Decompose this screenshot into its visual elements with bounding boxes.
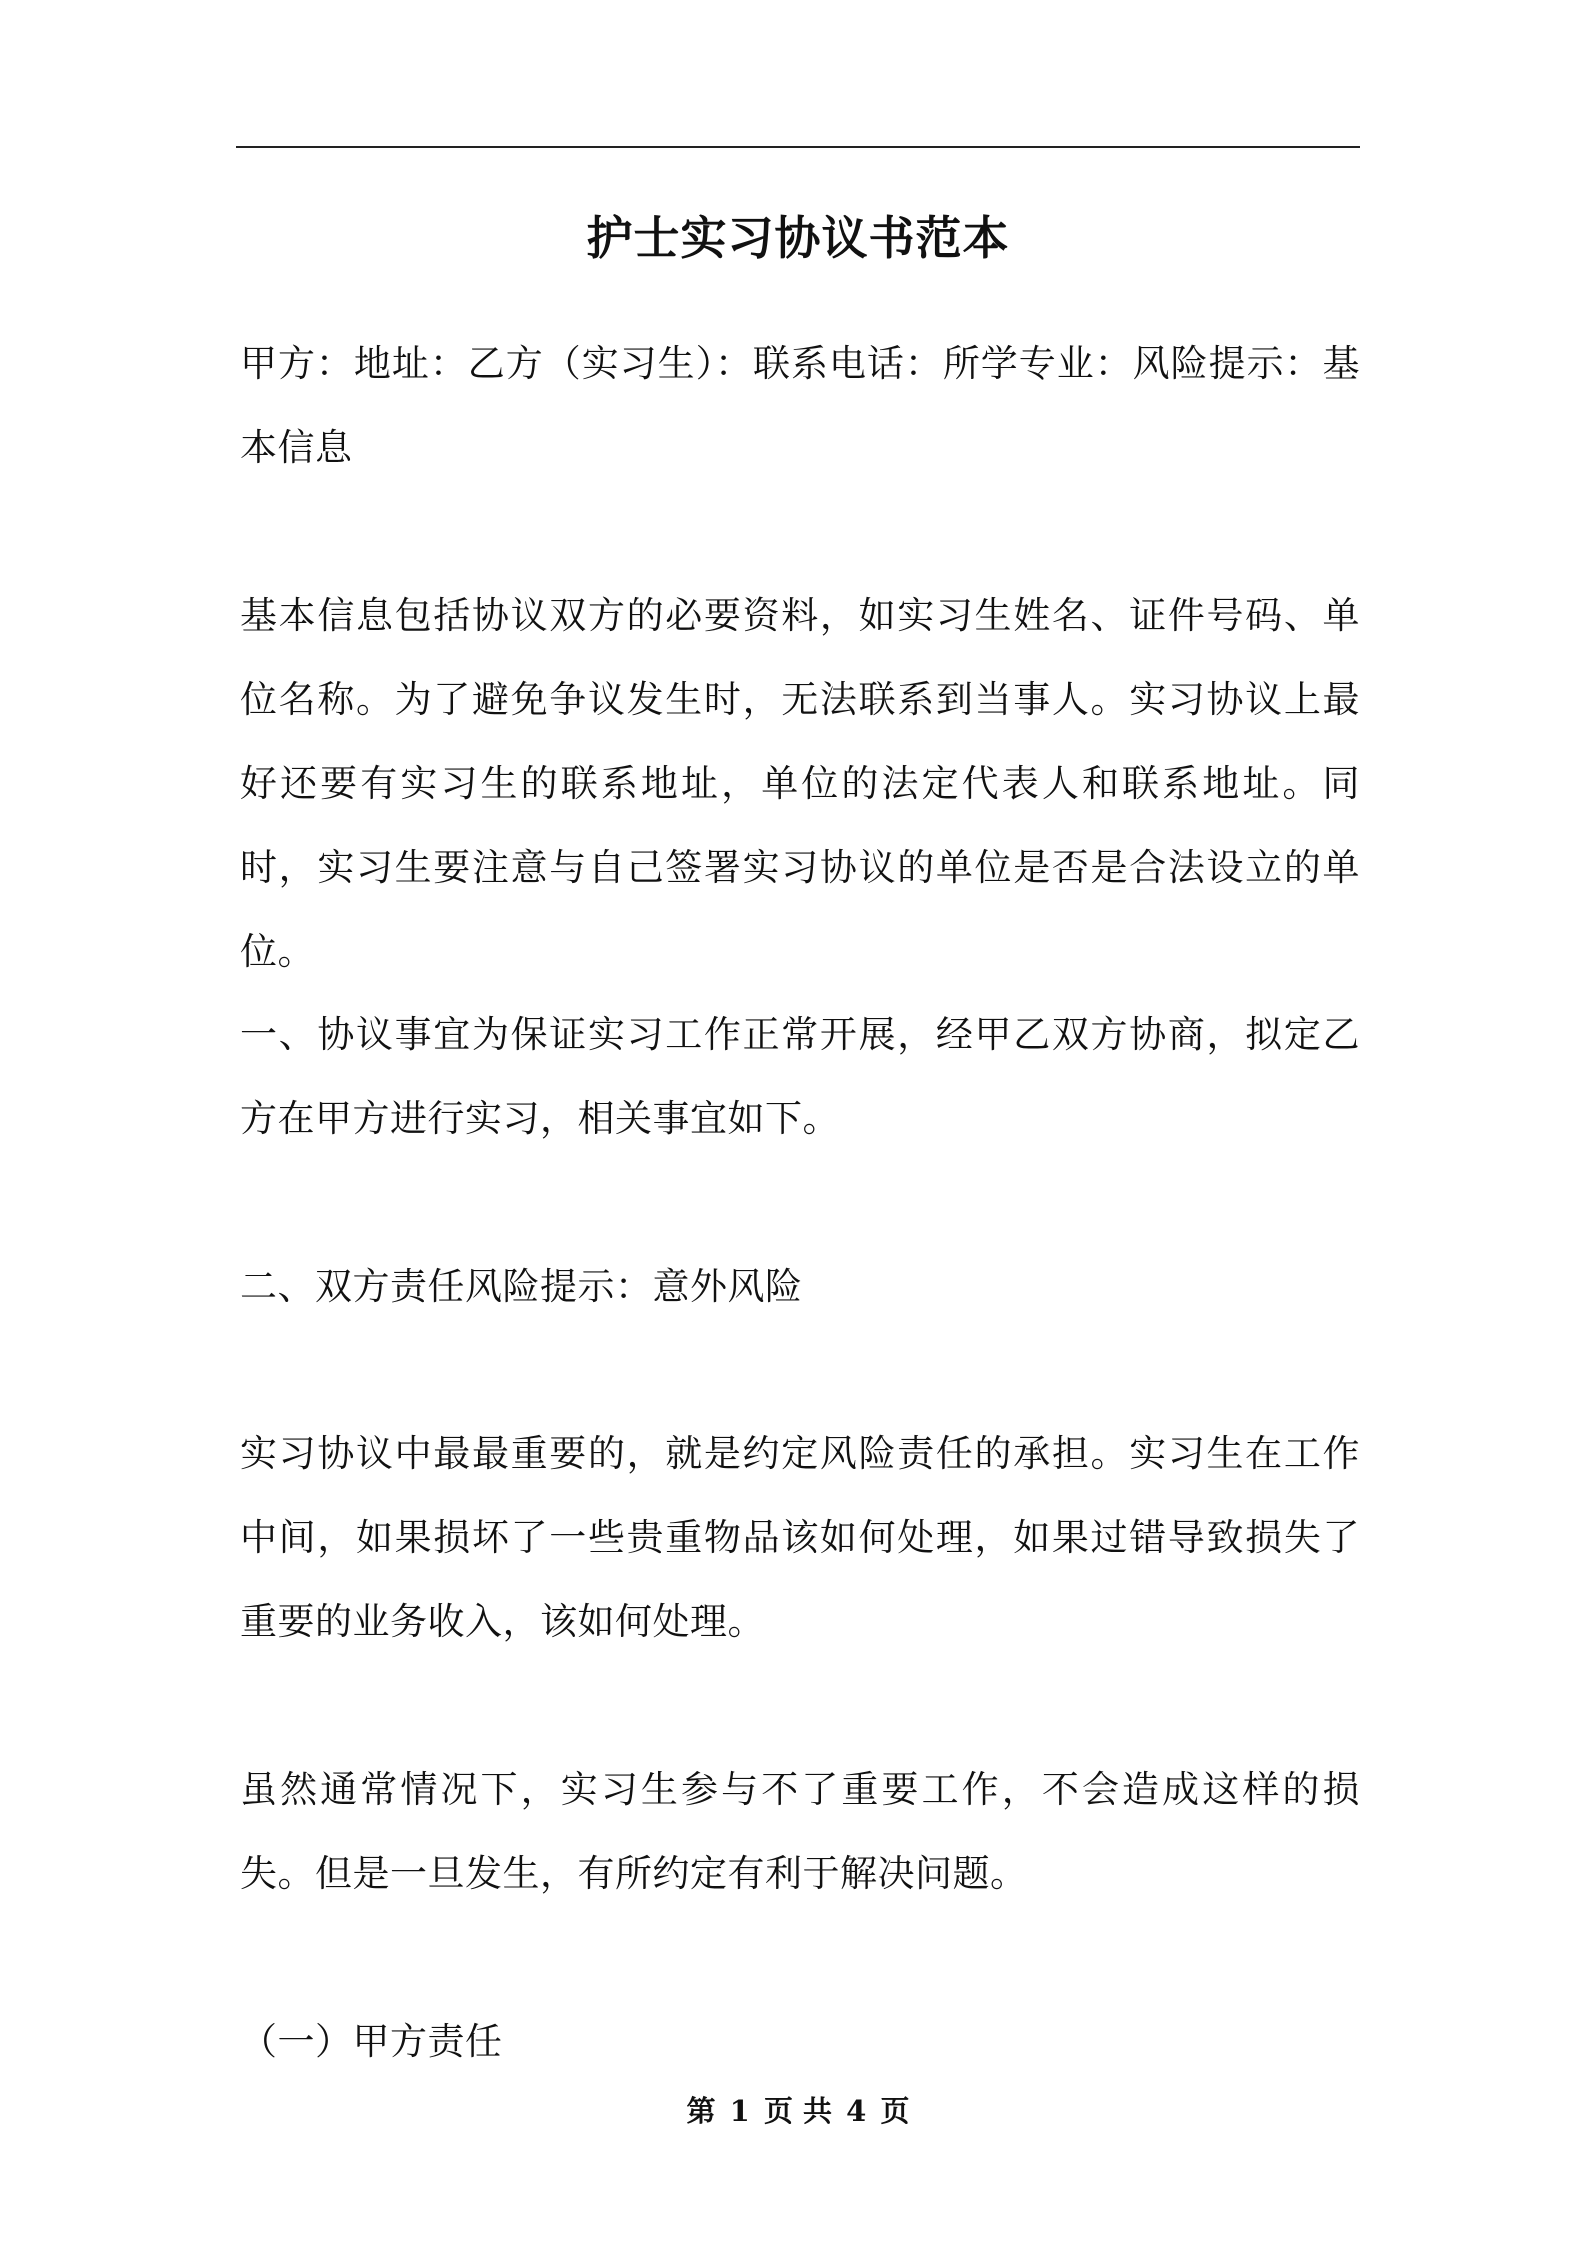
document-title: 护士实习协议书范本 bbox=[586, 211, 1010, 265]
paragraph-party-a-heading: （一）甲方责任 bbox=[240, 2020, 503, 2063]
current-page-number: 1 bbox=[729, 2094, 750, 2128]
paragraph-basic-info: 基本信息包括协议双方的必要资料，如实习生姓名、证件号码、单位名称。为了避免争议发生时，无法联系到当事人。实习协议上最好还要有实习生的联系地址，单位的法定代表人和联系地址。同时，实习生要注意与自己签署实习协议的单位是否是合法设立的单位。 bbox=[240, 594, 1360, 973]
page-label-suffix: 页 bbox=[880, 2094, 910, 2128]
page-footer bbox=[236, 2086, 1360, 2136]
paragraph-risk-responsibility: 实习协议中最最重要的，就是约定风险责任的承担。实习生在工作中间，如果损坏了一些贵重物品该如何处理，如果过错导致损失了重要的业务收入，该如何处理。 bbox=[240, 1432, 1360, 1643]
paragraph-agreement-matters: 一、协议事宜为保证实习工作正常开展，经甲乙双方协商，拟定乙方在甲方进行实习，相关事宜如下。 bbox=[240, 1013, 1360, 1140]
paragraph-parties: 甲方：地址：乙方（实习生）：联系电话：所学专业：风险提示：基本信息 bbox=[240, 342, 1360, 469]
paragraph-responsibility-heading: 二、双方责任风险提示：意外风险 bbox=[240, 1265, 803, 1308]
page-label-prefix: 第 bbox=[686, 2094, 716, 2128]
header-rule bbox=[236, 146, 1360, 148]
paragraph-loss-note: 虽然通常情况下，实习生参与不了重要工作，不会造成这样的损失。但是一旦发生，有所约定有利于解决问题。 bbox=[240, 1768, 1360, 1895]
page-label-mid: 页 共 bbox=[763, 2094, 833, 2128]
total-pages-number: 4 bbox=[846, 2094, 867, 2128]
